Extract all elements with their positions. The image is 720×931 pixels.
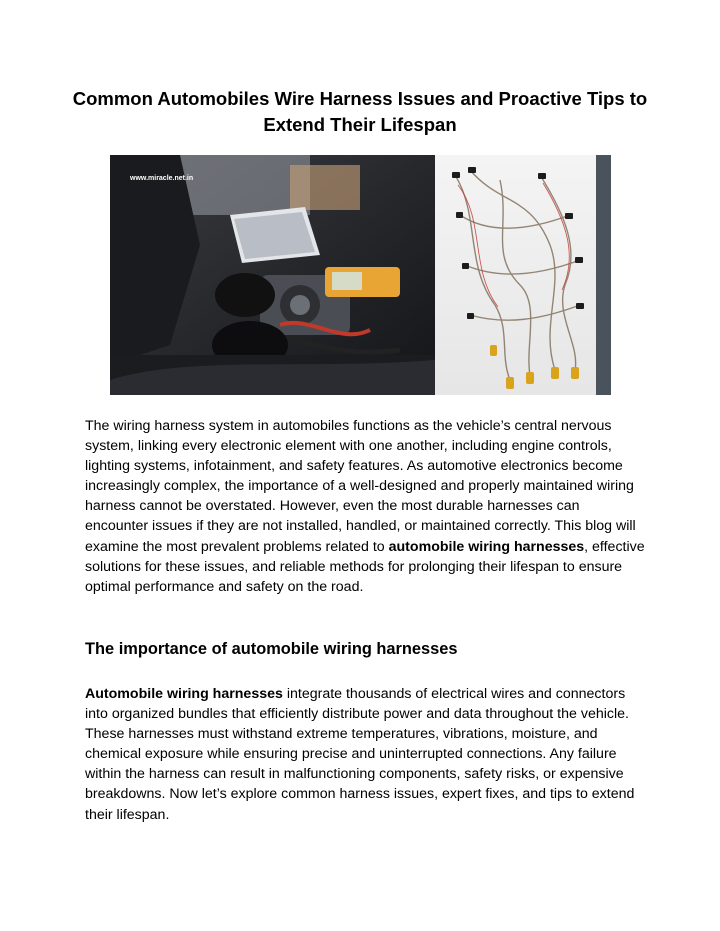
intro-bold-keyword: automobile wiring harnesses	[388, 538, 585, 555]
section-body-text: integrate thousands of electrical wires and connectors into organized bundles that efficiently distribute power and data throughout the vehicle. These harnesses must withstand extreme temperatures, vibrations, moisture, and chemical exposure while ensuring precise and uninterrupted connections. Any failure within the harness can result in malfunctioning components, safety risks, or expensive breakdowns. Now let’s explore common harness issues, expert fixes, and tips to extend their lifespan.	[85, 686, 635, 823]
glove-icon	[215, 273, 275, 317]
hero-illustration	[110, 155, 611, 395]
section-paragraph	[85, 684, 645, 825]
intro-text: The wiring harness system in automobiles functions as the vehicle’s central nervous system, linking every electronic element with one another, including engine controls, lighting systems, infotainment, and safety features. As automotive electronics become increasingly complex, the importance of a well-designed and properly maintained wiring harness cannot be overstated. However, even the most durable harnesses can encounter issues if they are not installed, handled, or maintained correctly. This blog will examine the most prevalent problems related to	[85, 418, 636, 555]
section-heading: The importance of automobile wiring harnesses	[85, 640, 458, 658]
section-bold-lead: Automobile wiring harnesses	[85, 686, 283, 702]
document-title: Common Automobiles Wire Harness Issues and Proactive Tips to Extend Their Lifespan	[72, 88, 648, 135]
watermark-text: www.miracle.net.in	[130, 175, 194, 182]
wire-harness-photo	[435, 155, 611, 395]
intro-paragraph	[85, 416, 645, 597]
intro-text-end: , effective solutions for these issues, and reliable methods for prolonging their lifespan to ensure optimal performance and safety on the road.	[85, 538, 645, 595]
hero-image	[110, 155, 611, 395]
mechanic-photo	[110, 155, 435, 395]
